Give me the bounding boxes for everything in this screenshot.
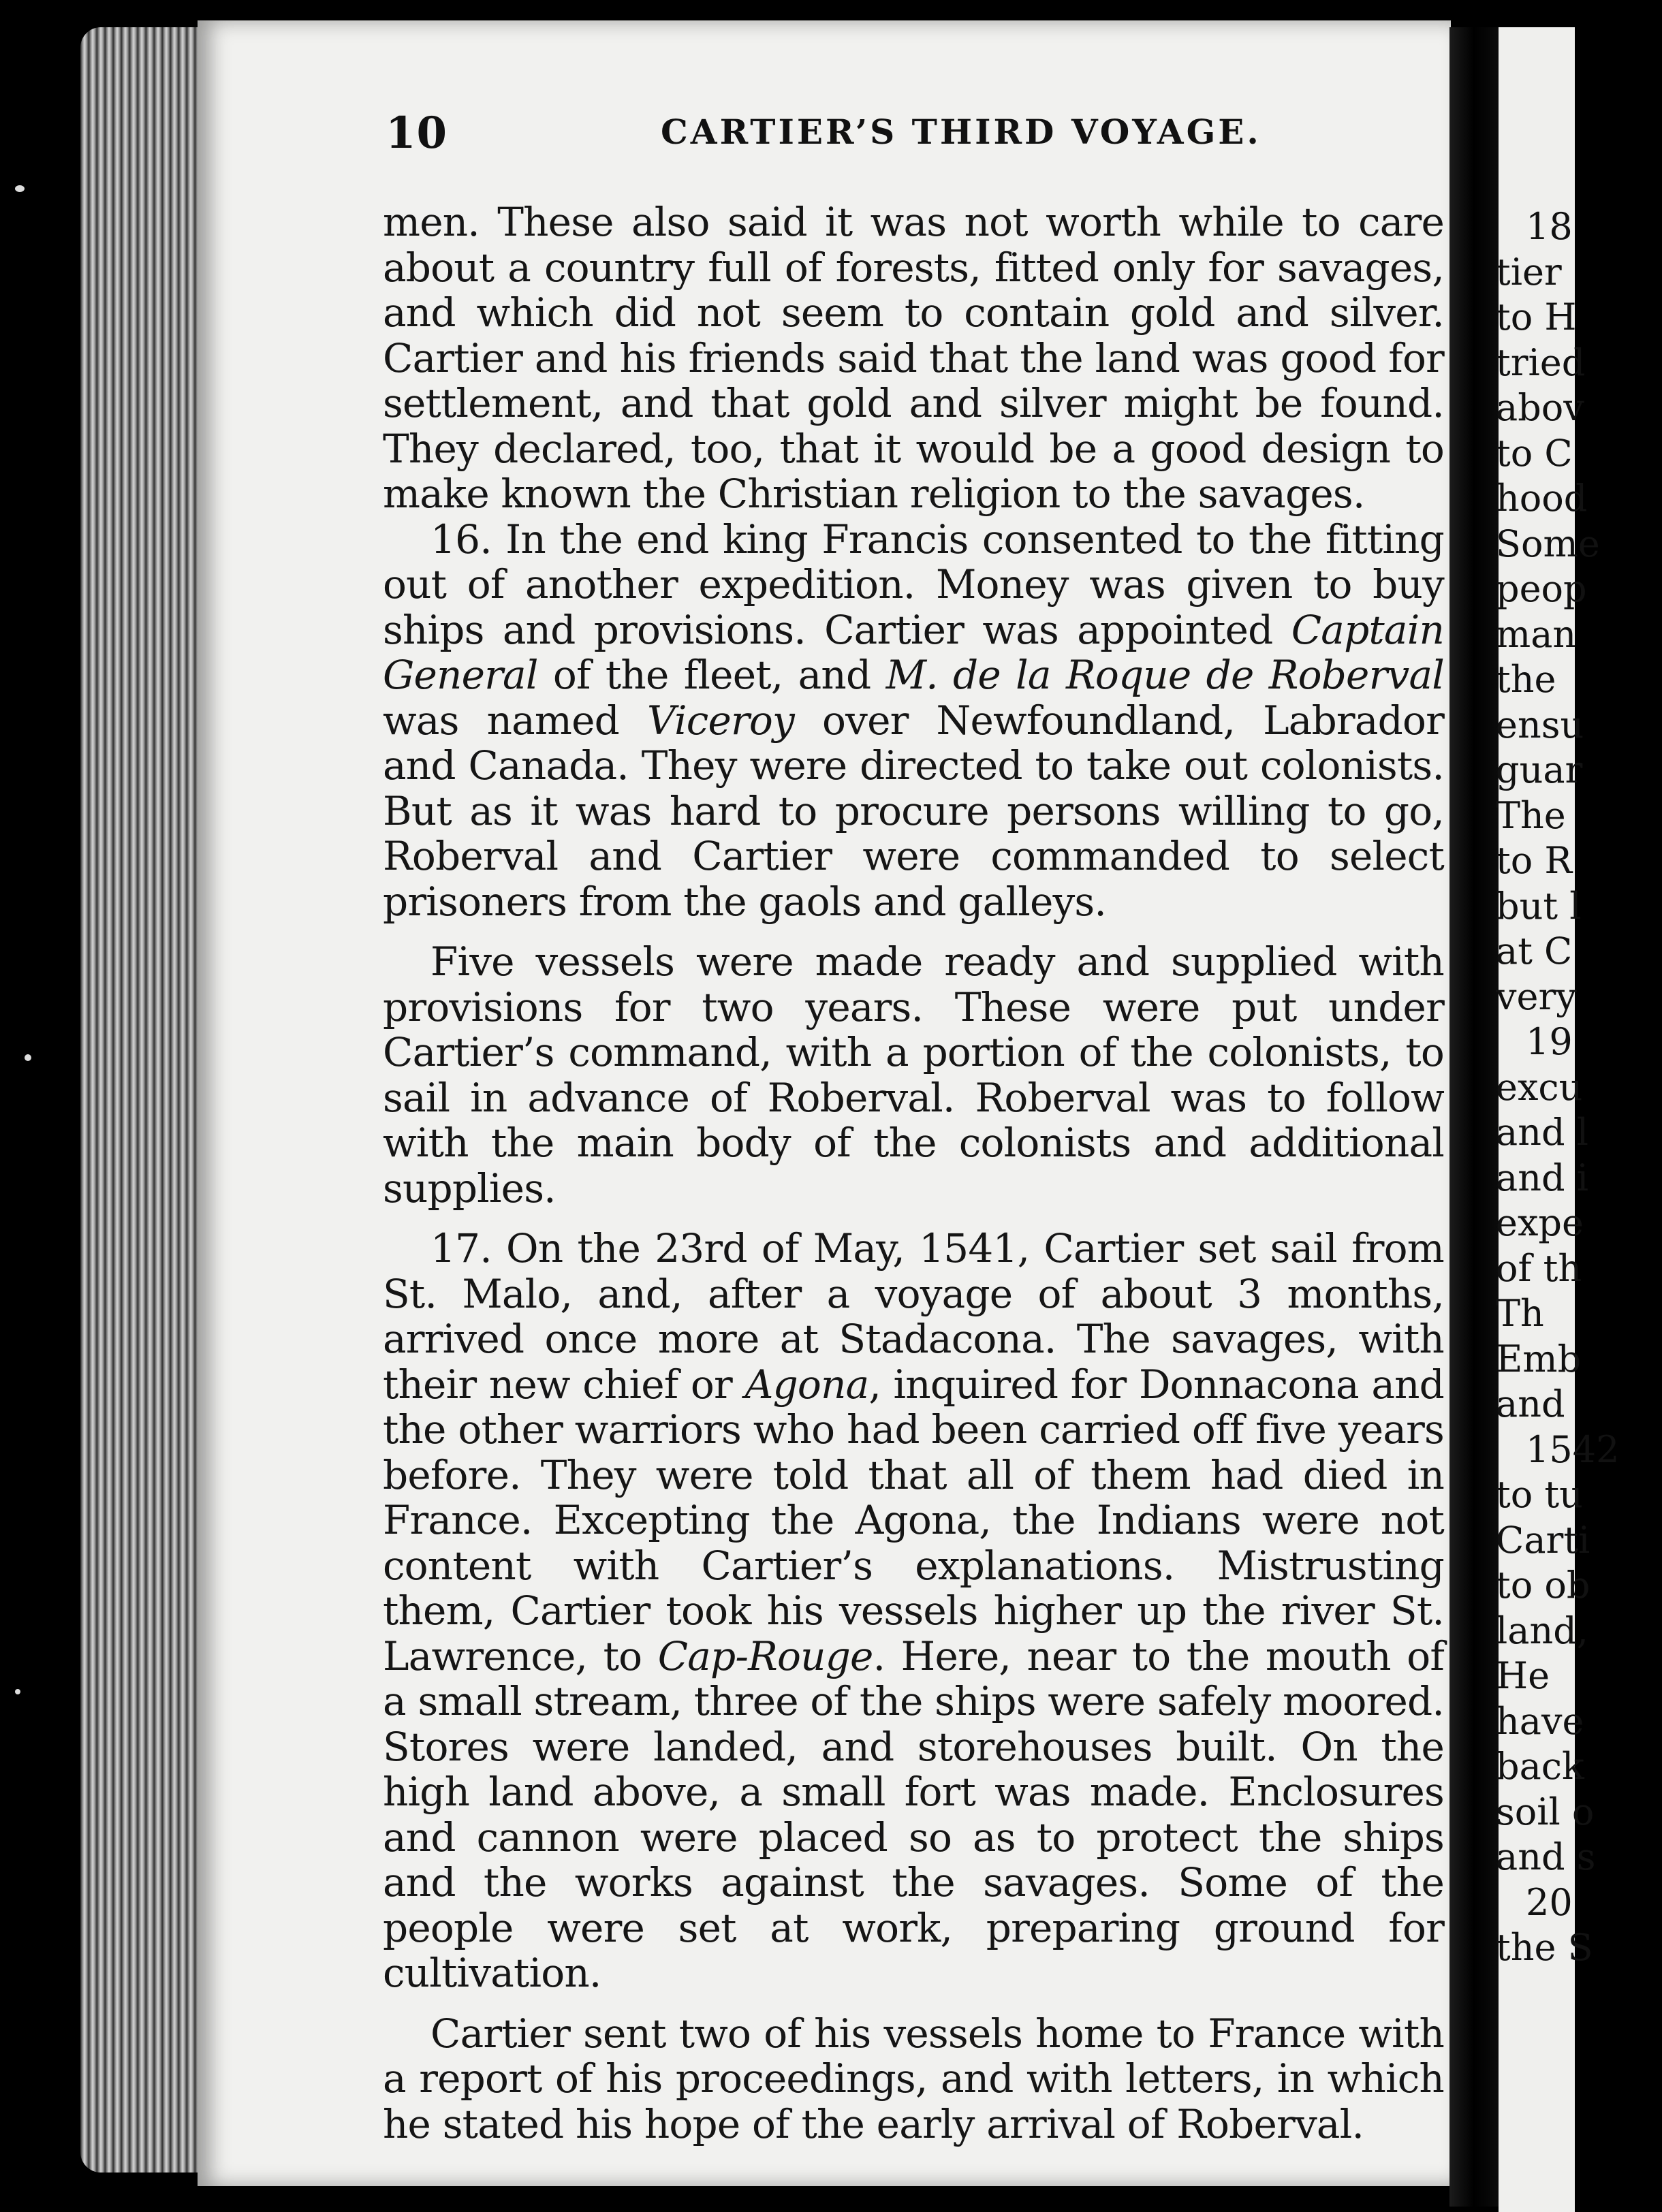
facing-page-fragment — [1496, 27, 1620, 2212]
facing-page-fragment-line: 18 — [1526, 205, 1573, 248]
facing-page-fragment-line: to H — [1496, 296, 1577, 338]
facing-page-fragment-line: excu — [1496, 1065, 1583, 1109]
paragraph-17-text-c: . Here, near to the mouth of a small stream, three of the ships were safely moored. Stores were landed, and storehouses built. On the high land above, a small fort was made. Enclosures and cannon were placed so as to protect the ships and the works against the savages. Some of the people were set at work, preparing ground for cultivation. — [383, 1632, 1444, 1996]
facing-page-fragment-line: to ob — [1496, 1564, 1590, 1607]
facing-page-fragment-line: and s — [1496, 1835, 1596, 1878]
facing-page-fragment-line: and — [1496, 1382, 1565, 1425]
facing-page-fragment-line: but l — [1496, 884, 1582, 928]
paragraph-16 — [383, 517, 1444, 925]
agona-term: Agona — [744, 1361, 869, 1408]
facing-page-fragment-line: to tu — [1496, 1473, 1583, 1516]
roberval-name: M. de la Roque de Roberval — [885, 652, 1444, 698]
facing-page-fragment-line: guar — [1496, 748, 1583, 791]
facing-page-fragment-line: Th — [1496, 1292, 1544, 1335]
body-text — [383, 200, 1444, 2147]
paragraph-17-text-b: , inquired for Donnacona and the other warriors who had been carried off five years before. They were told that all of them had died in France. Excepting the Agona, the Indians were not content with Cartier’s explanations. Mistrusting them, Cartier took his vessels higher up the river St. Lawrence, to — [383, 1361, 1444, 1679]
facing-page-fragment-line: and i — [1496, 1156, 1588, 1199]
facing-page-fragment-line: 1542 — [1526, 1427, 1620, 1471]
book-page-edges — [80, 27, 203, 2172]
paragraph-16-text-a: 16. In the end king Francis consented to the fitting out of another expedition. Money was given to buy ships and provisions. Cartier was appointed — [383, 516, 1444, 653]
running-head: CARTIER’S THIRD VOYAGE. — [661, 112, 1261, 152]
paragraph-cartier-sent: Cartier sent two of his vessels home to France with a report of his proceedings, and with letters, in which he stated his hope of the early arrival of Roberval. — [383, 2010, 1444, 2147]
facing-page-fragment-line: and l — [1496, 1111, 1588, 1154]
facing-page-fragment-line: soil o — [1496, 1790, 1595, 1833]
paragraph-17 — [383, 1226, 1444, 1996]
facing-page-fragment-line: at C — [1496, 930, 1573, 973]
paragraph-16-text-d: over Newfoundland, Labrador and Canada. They were directed to take out colonists. But as it was hard to procure persons willing to go, Roberval and Cartier were commanded to select prisoners from the gaols and galleys. — [383, 697, 1444, 925]
facing-page-fragment-line: ensu — [1496, 703, 1584, 746]
facing-page-fragment-line: abov — [1496, 386, 1584, 429]
facing-page-fragment-line: tier — [1496, 250, 1562, 294]
facing-page-fragment-line: land, — [1496, 1609, 1588, 1652]
paragraph-five-vessels: Five vessels were made ready and supplied with provisions for two years. These were put under Cartier’s command, with a portion of the colonists, to sail in advance of Roberval. Roberval was to follow with the main body of the colonists and additional supplies. — [383, 938, 1444, 1212]
scan-speck — [15, 1689, 20, 1694]
viceroy-term: Viceroy — [646, 697, 794, 744]
facing-page-fragment-line: tried — [1496, 341, 1586, 384]
facing-page-fragment-line: to R — [1496, 839, 1573, 882]
facing-page-fragment-line: expe — [1496, 1201, 1584, 1244]
paragraph-1: men. These also said it was not worth while to care about a country full of forests, fitted only for savages, and which did not seem to contain gold and silver. Cartier and his friends said that the land was good for settlement, and that gold and silver might be found. They declared, too, that it would be a good design to make known the Christian religion to the savages. — [383, 199, 1444, 517]
facing-page-fragment-line: have — [1496, 1699, 1584, 1743]
facing-page-fragment-line: hood — [1496, 477, 1588, 520]
facing-page-fragment-line: the S — [1496, 1926, 1593, 1969]
facing-page-fragment-line: Some — [1496, 522, 1600, 565]
facing-page-fragment-line: the — [1496, 658, 1556, 701]
page-number: 10 — [386, 108, 448, 159]
facing-page-fragment-line: Carti — [1496, 1518, 1590, 1562]
facing-page-fragment-line: The — [1496, 793, 1566, 837]
facing-page-fragment-line: of th — [1496, 1246, 1582, 1290]
paragraph-16-text-b: of the fleet, and — [537, 652, 886, 698]
paragraph-16-text-c: was named — [383, 697, 647, 744]
facing-page-fragment-line: peop — [1496, 567, 1587, 610]
facing-page-fragment-line: to C — [1496, 431, 1573, 475]
facing-page-fragment-line: 20 — [1526, 1880, 1573, 1924]
captain-general-term: Captain General — [383, 606, 1444, 698]
facing-page-fragment-line: very — [1496, 975, 1577, 1018]
facing-page-fragment-line: 19 — [1526, 1020, 1573, 1063]
page-header — [386, 108, 1445, 162]
paragraph-17-text-a: 17. On the 23rd of May, 1541, Cartier set sail from St. Malo, and, after a voyage of about 3 months, arrived once more at Stadacona. The savages, with their new chief or — [383, 1225, 1444, 1408]
scan-speck — [15, 185, 25, 192]
scan-speck — [25, 1054, 31, 1061]
cap-rouge-place: Cap-Rouge — [657, 1632, 873, 1679]
facing-page-fragment-line: Emb — [1496, 1337, 1582, 1380]
facing-page-fragment-line: He — [1496, 1654, 1550, 1697]
facing-page-fragment-line: man — [1496, 612, 1577, 656]
facing-page-fragment-line: back — [1496, 1745, 1584, 1788]
